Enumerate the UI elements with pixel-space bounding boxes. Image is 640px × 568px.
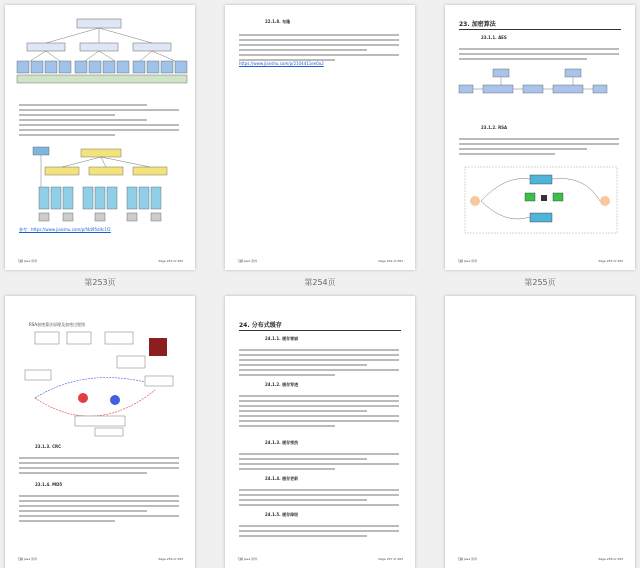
- page-text-block: [239, 346, 399, 379]
- section-heading: 23.1.3. CRC: [35, 444, 62, 449]
- section-heading: 24.1.3. 缓存预热: [265, 440, 299, 445]
- page-text-block: [19, 101, 179, 139]
- rsa-encryption-diagram: [5, 328, 195, 438]
- reference-link[interactable]: https://www.jianshu.com/p/2104d11ee0a2: [239, 61, 324, 66]
- chapter-heading: 23. 加密算法: [459, 21, 496, 28]
- page-footer: 飞翻 Java 资料 Page 256 of 283: [17, 557, 183, 561]
- page-footer: 飞翻 Java 资料 Page 258 of 283: [457, 557, 623, 561]
- page-thumbnail-254[interactable]: [225, 5, 415, 270]
- page-footer: 飞翻 Java 资料 Page 257 of 283: [237, 557, 403, 561]
- page-caption: 第254页: [304, 278, 336, 287]
- page-footer: 飞翻 Java 资料 Page 253 of 283: [17, 259, 183, 263]
- page-thumbnail-253[interactable]: [5, 5, 195, 270]
- section-heading: 23.1.2. RSA: [481, 125, 508, 130]
- section-heading: 23.1.4. MD5: [35, 482, 63, 487]
- section-heading: 24.1.2. 缓存穿透: [265, 382, 299, 387]
- page-text-block: [239, 486, 399, 509]
- page-thumbnail-257[interactable]: [225, 296, 415, 568]
- page-footer: 飞翻 Java 资料 Page 254 of 283: [237, 259, 403, 263]
- section-heading: 24.1.5. 缓存降级: [265, 512, 299, 517]
- section-heading: 23.1.1. AES: [481, 35, 507, 40]
- page-text-block: [239, 450, 399, 473]
- page-caption: 第253页: [84, 278, 116, 287]
- section-heading: 24.1.1. 缓存雪崩: [265, 336, 299, 341]
- page-text-block: [19, 454, 179, 477]
- page-text-block: [459, 45, 619, 63]
- diagram-title: RSA加密算法原理及加密过程图: [29, 322, 86, 327]
- section-heading: 24.1.4. 缓存更新: [265, 476, 299, 481]
- blink-tree-diagram: [5, 143, 195, 233]
- section-heading: 22.1.8. 布隆: [265, 19, 291, 24]
- page-text-block: [239, 522, 399, 540]
- bplus-tree-diagram: [5, 5, 195, 100]
- chapter-heading: 24. 分布式缓存: [239, 322, 282, 329]
- page-thumbnail-255[interactable]: [445, 5, 635, 270]
- page-thumbnail-256[interactable]: [5, 296, 195, 568]
- page-footer: 飞翻 Java 资料 Page 255 of 283: [457, 259, 623, 263]
- page-text-block: [239, 31, 399, 64]
- page-text-block: [19, 492, 179, 525]
- page-caption: 第255页: [524, 278, 556, 287]
- page-thumbnail-258[interactable]: [445, 296, 635, 568]
- page-text-block: [239, 392, 399, 430]
- reference-link[interactable]: 参考：https://www.jianshu.com/p/f4d95d4c1f2: [19, 227, 111, 232]
- rsa-flow-diagram: [445, 165, 635, 235]
- page-text-block: [459, 135, 619, 158]
- aes-flow-diagram: [445, 65, 635, 115]
